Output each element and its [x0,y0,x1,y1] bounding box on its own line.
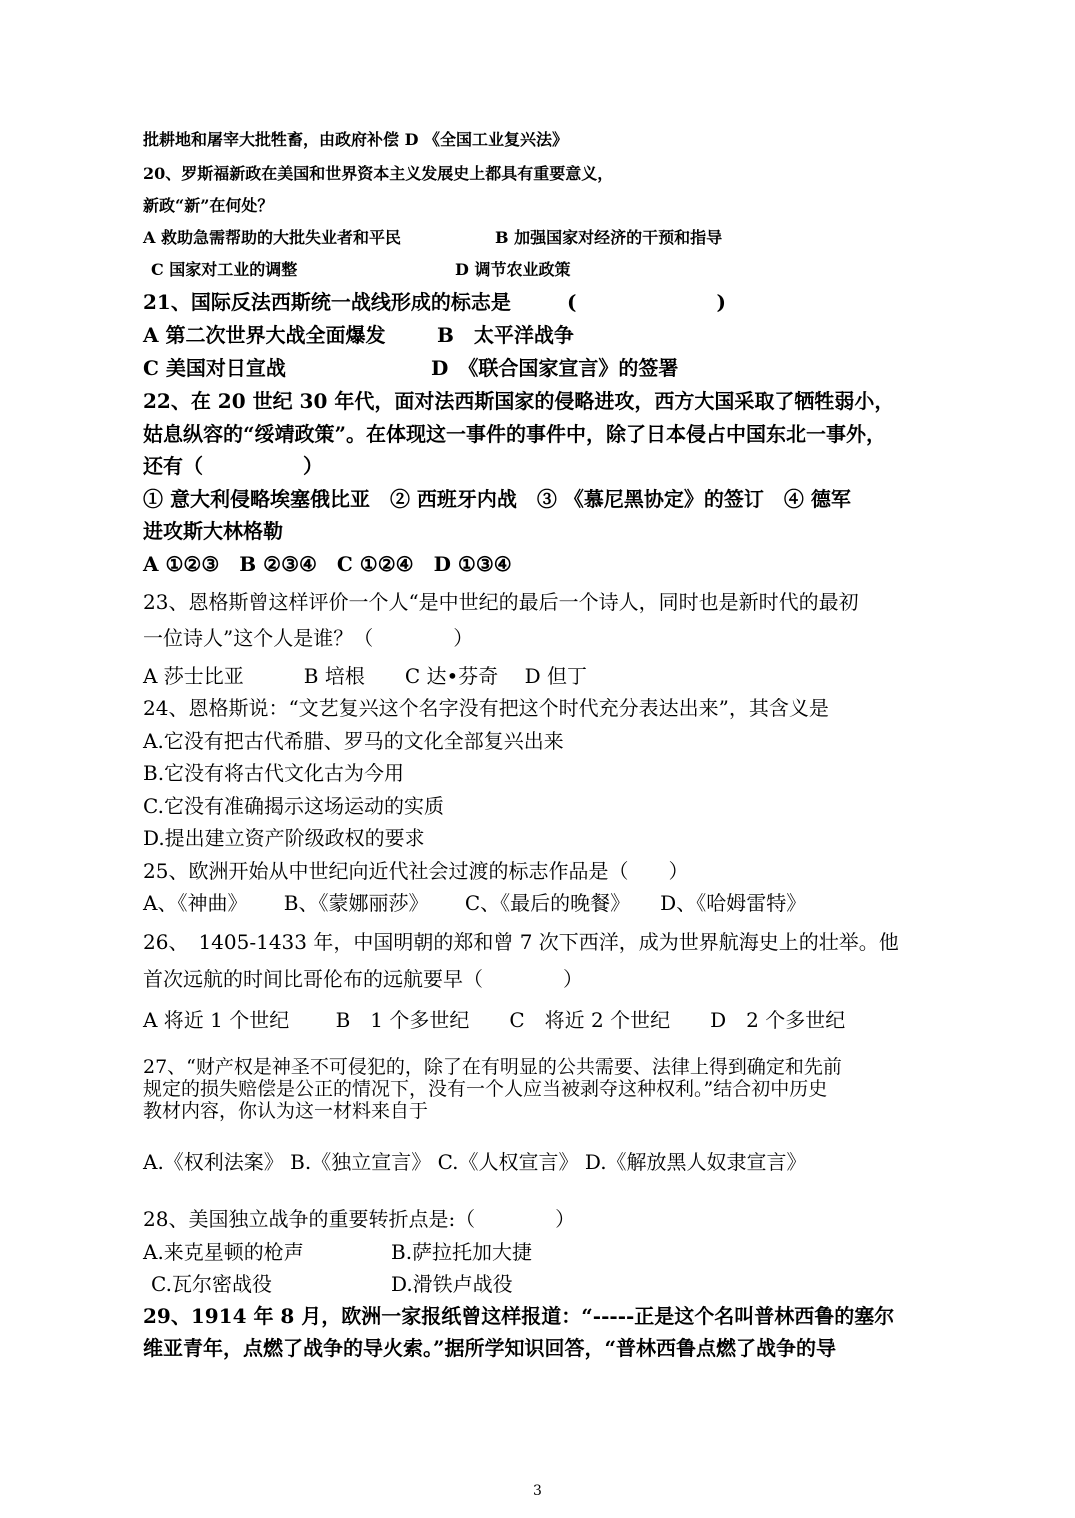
q28-options-row1 [143,1242,943,1264]
q22-items-line2: 进攻斯大林格勒 [143,519,283,543]
q21-answer-paren: ( ) [567,290,726,314]
q22-stem-line2: 姑息纵容的“绥靖政策”。在体现这一事件的事件中，除了日本侵占中国东北一事外， [143,422,887,446]
q24-stem: 24、恩格斯说：“文艺复兴这个名字没有把这个时代充分表达出来”，其含义是 [143,696,829,720]
q20-options-row1 [143,230,943,250]
q22-stem-line3: 还有（ ） [143,454,323,478]
q20-option-c: C 国家对工业的调整 [151,260,298,279]
page-number: 3 [533,1483,542,1499]
q21-option-c: C 美国对日宣战 [143,356,286,380]
q25-stem: 25、欧洲开始从中世纪向近代社会过渡的标志作品是（ ） [143,859,689,883]
q21-stem [143,292,943,316]
q26-stem-line2: 首次远航的时间比哥伦布的远航要早（ ） [143,967,583,991]
q20-option-b: B 加强国家对经济的干预和指导 [495,228,723,247]
q22-stem-line1: 22、在 20 世纪 30 年代，面对法西斯国家的侵略进攻，西方大国采取了牺牲弱小， [143,389,895,413]
q23-stem-line2: 一位诗人”这个人是谁？（ ） [143,626,474,650]
q21-option-b: B 太平洋战争 [437,323,574,347]
q20-option-d: D 调节农业政策 [455,260,571,279]
q22-items-line1: ① 意大利侵略埃塞俄比亚 ② 西班牙内战 ③ 《慕尼黑协定》的签订 ④ 德军 [143,487,851,511]
q29-stem-line2: 维亚青年，点燃了战争的导火索。”据所学知识回答，“普林西鲁点燃了战争的导 [143,1336,837,1360]
q27-options: A.《权利法案》 B.《独立宣言》 C.《人权宣言》 D.《解放黑人奴隶宣言》 [143,1150,807,1174]
q21-text: 21、国际反法西斯统一战线形成的标志是 [143,290,511,314]
q24-option-d: D.提出建立资产阶级政权的要求 [143,826,425,850]
q26-options: A 将近 1 个世纪 B 1 个多世纪 C 将近 2 个世纪 D 2 个多世纪 [143,1008,846,1032]
q24-option-a: A.它没有把古代希腊、罗马的文化全部复兴出来 [143,729,564,753]
q23-options: A 莎士比亚 B 培根 C 达•芬奇 D 但丁 [143,664,588,688]
q27-stem-line1: 27、“财产权是神圣不可侵犯的，除了在有明显的公共需要、法律上得到确定和先前 [143,1056,842,1078]
q21-option-d: D 《联合国家宣言》的签署 [431,356,679,380]
q21-options-row2 [143,358,943,382]
q24-option-b: B.它没有将古代文化古为今用 [143,761,405,785]
q21-options-row1 [143,325,943,349]
q24-option-c: C.它没有准确揭示这场运动的实质 [143,794,444,818]
q20-stem-line1: 20、罗斯福新政在美国和世界资本主义发展史上都具有重要意义， [143,164,614,183]
q23-stem-line1: 23、恩格斯曾这样评价一个人“是中世纪的最后一个诗人，同时也是新时代的最初 [143,590,859,614]
q21-option-a: A 第二次世界大战全面爆发 [143,323,386,347]
q28-option-c: C.瓦尔密战役 [151,1272,272,1296]
q26-stem-line1: 26、 1405-1433 年，中国明朝的郑和曾 7 次下西洋，成为世界航海史上的壮举。他 [143,930,899,954]
q27-stem-line3: 教材内容，你认为这一材料来自于 [143,1100,429,1122]
q20-stem-line2: 新政“新”在何处？ [143,196,274,215]
q29-stem-line1: 29、1914 年 8 月，欧洲一家报纸曾这样报道：“-----正是这个名叫普林西鲁的塞尔 [143,1304,895,1328]
q20-option-a: A 救助急需帮助的大批失业者和平民 [143,228,401,247]
q28-option-a: A.来克星顿的枪声 [143,1240,304,1264]
q28-stem: 28、美国独立战争的重要转折点是:（ ） [143,1207,576,1231]
q22-options: A ①②③ B ②③④ C ①②④ D ①③④ [143,552,512,576]
q28-options-row2 [143,1274,943,1296]
q27-stem-line2: 规定的损失赔偿是公正的情况下，没有一个人应当被剥夺这种权利。”结合初中历史 [143,1078,828,1100]
q20-options-row2 [143,262,943,282]
q19-option-line: 批耕地和屠宰大批牲畜，由政府补偿 D 《全国工业复兴法》 [143,130,569,149]
q25-options: A、《神曲》 B、《蒙娜丽莎》 C、《最后的晚餐》 D、《哈姆雷特》 [143,891,807,915]
q28-option-b: B.萨拉托加大捷 [391,1240,533,1264]
q28-option-d: D.滑铁卢战役 [391,1272,513,1296]
